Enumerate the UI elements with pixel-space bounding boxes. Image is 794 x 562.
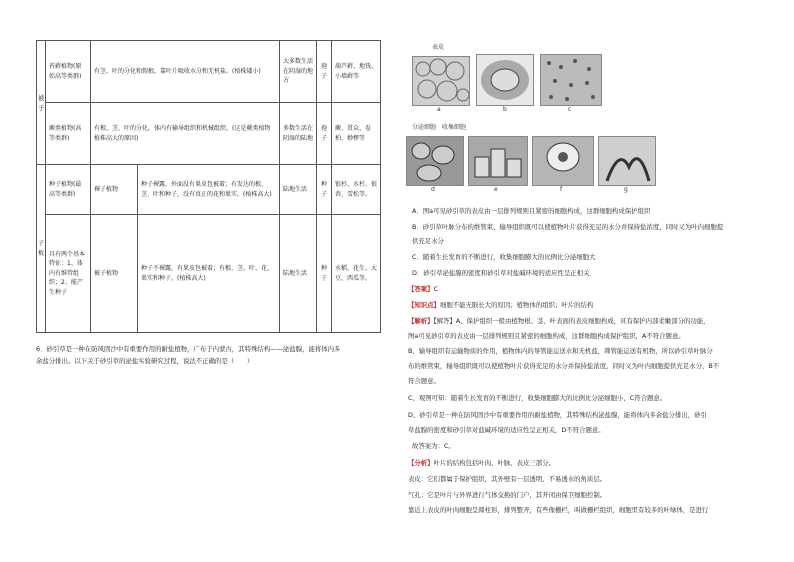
habitat-cell: 陆地生活 (280, 165, 317, 215)
examples-cell: 银杉、水杉、银杏、雪松等。 (332, 165, 381, 215)
analysis2-line: 表皮：它们都属于保护组织，其外壁有一层透明、不易透水的角质层。 (408, 475, 607, 483)
option-b: B．砂引草叶脉分布的维管束、输导组织既可以使植物叶片获得充足的水分并保持盐浓度，同时又为叶内细胞提 (412, 223, 724, 231)
cells-pattern (413, 57, 469, 105)
question-line: 余盐分排出。以下关于砂引草的泌盐实验研究过程，说法不正确的是（ ） (36, 357, 254, 365)
table-row (37, 103, 381, 165)
knowledge-label: 【知识点】 (408, 301, 440, 309)
figure-label-epidermis: 表皮 (432, 44, 445, 51)
option-b-cont: 供充足水分 (412, 237, 444, 245)
analysis-line: D、砂引草是一种在防风固沙中有重要作用的耐盐植物，其特殊结构泌盐腺，能将体内多余盐分排出，砂引 (408, 411, 707, 419)
repro-cell: 孢子 (317, 41, 332, 103)
analysis-line: 布的维管束，输导组织既可以使植物叶片获得充足的水分并保持盐浓度，同时又为叶内细胞提供充足水分，B不 (408, 362, 720, 370)
micrograph-a (412, 56, 470, 106)
micrograph-g (598, 136, 656, 186)
features-cell: 有根、茎、叶的分化，体内有输导组织和机械组织。(这是蕨类植物植株高大的原因) (91, 103, 280, 165)
habitat-cell: 多数生活在阴湿的陆地 (280, 103, 317, 165)
hair-pattern (599, 137, 655, 185)
analysis-line (408, 316, 710, 326)
cells-pattern (407, 137, 463, 185)
habitat-cell: 大多数生活在阴湿的地方 (280, 41, 317, 103)
analysis-line: 图a可见砂引草的表皮由一层排列规则且紧密的细胞构成，这群细胞构成保护组织，A不符合题意。 (408, 332, 685, 340)
analysis-line: 故答案为：C。 (412, 442, 455, 450)
knowledge-text: 细胞不能无限长大的原因；植物体的组织；叶片的结构 (439, 301, 594, 309)
features-cell: 有茎、叶的分化和假根，靠叶片吸收水分和无机盐。(植株矮小) (91, 41, 280, 103)
gland-pattern (477, 55, 533, 105)
micrograph-b (476, 54, 534, 106)
subfeatures-cell: 具有两个基本特征：1、体内有维管组织；2、能产生种子 (46, 215, 91, 333)
examples-cell: 蕨、贯众、卷柏、桫椤等 (332, 103, 381, 165)
category-text: 种子植物(最高等类群) (49, 181, 82, 198)
figure-letter: b (503, 106, 507, 113)
table-row (37, 215, 381, 333)
examples-cell: 葫芦藓、地钱、小墙藓等 (332, 41, 381, 103)
analysis-line: 草盐腺的密度和砂引草对盐碱环境的适应性呈正相关，D不符合题意。 (408, 426, 605, 434)
analysis2-line (408, 458, 555, 468)
analysis2-text: 叶片的结构包括叶肉、叶脉、表皮三部分。 (433, 459, 555, 467)
habitat-cell: 陆地生活 (280, 215, 317, 333)
figure-letter: e (494, 186, 498, 193)
gland-pattern (533, 137, 593, 185)
figure-label-cells: 分泌细胞 收集细胞 (412, 124, 467, 131)
plant-classification-table (36, 40, 381, 333)
features-cell: 种子不裸露，有果皮包被着；有根、茎、叶、花、果实和种子。(植株高大) (138, 215, 280, 333)
micrograph-c (540, 54, 602, 106)
knowledge-line (408, 300, 593, 310)
figure-letter: f (560, 186, 563, 193)
repro-cell: 孢子 (317, 103, 332, 165)
category-label: 子植 (38, 240, 45, 257)
question-line: 6．砂引草是一种在防风固沙中有重要作用的耐盐植物，广布于内蒙古，其特殊结构——泌盐腺，能将体内多 (36, 345, 341, 353)
examples-cell: 水稻、花生、大豆、西瓜等。 (332, 215, 381, 333)
micrograph-e (468, 136, 528, 186)
features-cell: 种子裸露，外面没有果皮包被着；有发达的根、茎、叶和种子，没有真正的花和果实。(植株高大) (138, 165, 280, 215)
analysis-text: 【解答】A、保护组织一般由植物根、茎、叶表面的表皮细胞构成，具有保护内部柔嫩部分的功能， (433, 317, 710, 325)
category-cell (37, 41, 46, 165)
figure-letter: a (437, 106, 441, 113)
group-cell: 苔藓植物(原始高等类群) (46, 41, 91, 103)
figure-letter: g (624, 186, 628, 193)
group-cell: 被子植物 (91, 215, 138, 333)
option-a: A．图a可见砂引草的表皮由一层排列规则且紧密的细胞构成，这群细胞构成保护组织 (412, 207, 651, 215)
repro-cell: 种子 (317, 165, 332, 215)
gland-pattern (469, 137, 527, 185)
analysis-line: 符合题意。 (408, 377, 440, 385)
figure-letter: d (431, 186, 435, 193)
analysis-line: B、输导组织有运输物质的作用，植物体内的导管能运送水和无机盐，筛管能运送有机物，所以砂引草叶脉分 (408, 347, 713, 355)
group-cell (46, 165, 91, 215)
repro-cell: 种子 (317, 215, 332, 333)
category-label: 被子 (38, 93, 45, 112)
analysis2-line: 气孔：它是叶片与外界进行气体交换的门户，其开闭由保卫细胞控制。 (408, 491, 607, 499)
micrograph-f (532, 136, 594, 186)
analysis-line: C、观图可知：随着生长发育的不断进行，收集细胞膨大的比例比分泌细胞小，C符合题意。 (408, 394, 667, 402)
group-cell: 裸子植物 (91, 165, 138, 215)
group-cell: 蕨类植物(高等类群) (46, 103, 91, 165)
analysis2-label: 【分析】 (408, 459, 434, 467)
option-c: C．随着生长发育的不断进行，收集细胞膨大的比例比分泌细胞大 (412, 253, 596, 261)
table-row (37, 41, 381, 103)
micrograph-d (406, 136, 464, 186)
analysis2-line: 靠近上表皮的叶肉细胞呈圆柱形，排列整齐，有些像栅栏，叫做栅栏组织，细胞里有较多的叶绿体，是进行 (408, 506, 709, 514)
answer-line (408, 284, 438, 294)
category-cell (37, 165, 46, 333)
answer-label: 【答案】 (408, 285, 434, 293)
option-d: D．砂引草泌盐腺的密度和砂引草对盐碱环境的适应性呈正相关 (412, 269, 590, 277)
answer-value: C (433, 285, 439, 293)
analysis-label: 【解析】 (408, 317, 434, 325)
table-row (37, 165, 381, 215)
figure-letter: c (568, 106, 572, 113)
dots-pattern (541, 55, 601, 105)
